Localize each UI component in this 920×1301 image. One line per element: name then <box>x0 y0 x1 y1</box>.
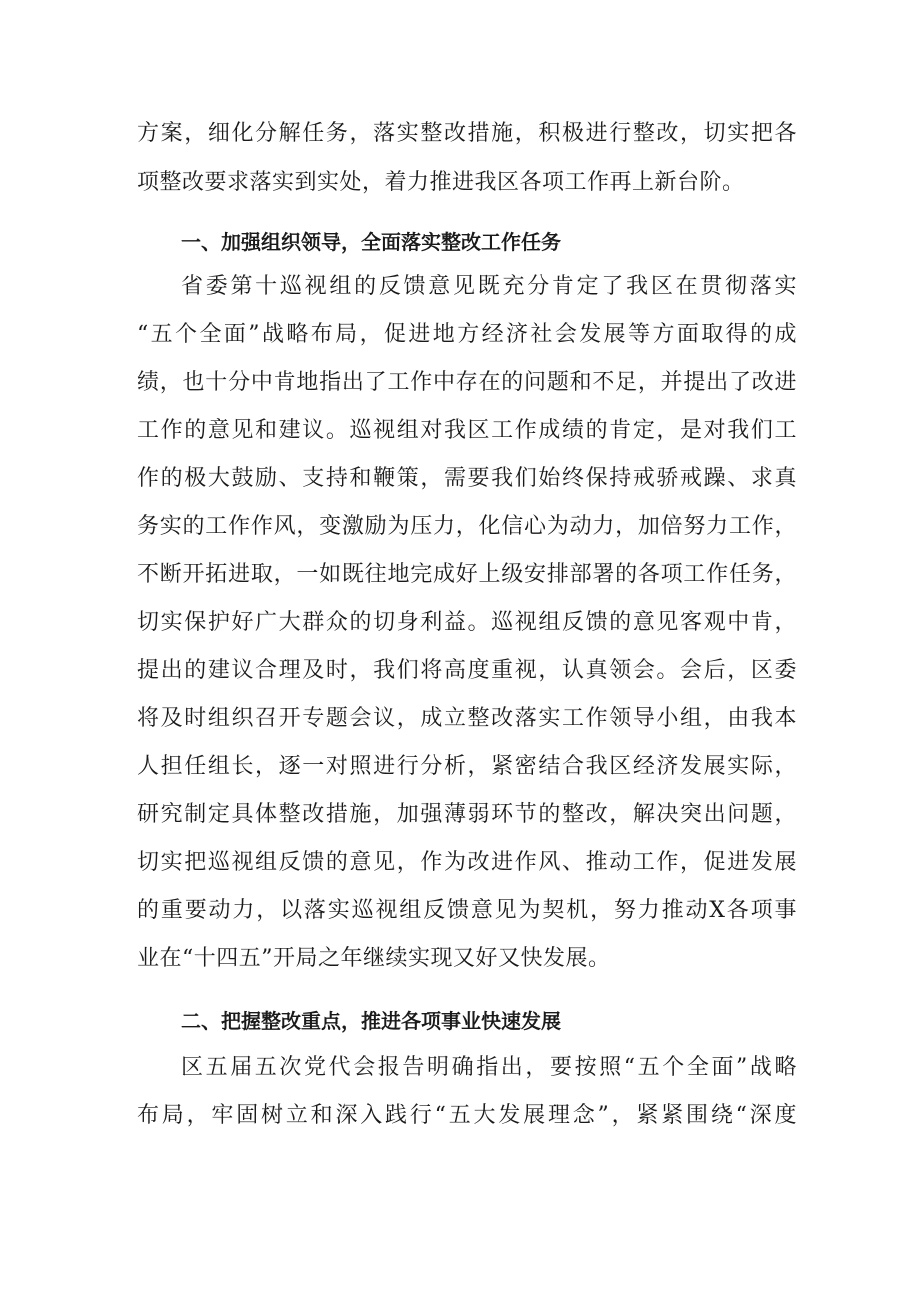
section-1-line-7: 不断开拓进取，一如既往地完成好上级安排部署的各项工作任务， <box>137 562 797 587</box>
section-1-line-15: 业在“十四五”开局之年继续实现又好又快发展。 <box>137 946 611 971</box>
section-1-line-9: 提出的建议合理及时，我们将高度重视，认真领会。会后，区委 <box>137 658 797 683</box>
section-2-heading: 二、把握整改重点，推进各项事业快速发展 <box>181 1009 561 1033</box>
section-1-line-10: 将及时组织召开专题会议，成立整改落实工作领导小组，由我本 <box>137 706 797 731</box>
section-1-heading: 一、加强组织领导，全面落实整改工作任务 <box>181 230 561 254</box>
section-1-line-2: “五个全面”战略布局，促进地方经济社会发展等方面取得的成 <box>137 322 797 347</box>
intro-line-2: 项整改要求落实到实处，着力推进我区各项工作再上新台阶。 <box>137 170 745 195</box>
section-1-line-14: 的重要动力，以落实巡视组反馈意见为契机，努力推动X各项事 <box>137 898 797 923</box>
section-1-line-5: 作的极大鼓励、支持和鞭策，需要我们始终保持戒骄戒躁、求真 <box>137 466 797 491</box>
section-2-line-2: 布局，牢固树立和深入践行“五大发展理念”，紧紧围绕“深度 <box>137 1103 797 1128</box>
section-1-line-4: 工作的意见和建议。巡视组对我区工作成绩的肯定，是对我们工 <box>137 418 797 443</box>
section-1-line-11: 人担任组长，逐一对照进行分析，紧密结合我区经济发展实际， <box>137 754 797 779</box>
section-2-line-1: 区五届五次党代会报告明确指出，要按照“五个全面”战略 <box>181 1055 797 1080</box>
section-1-line-3: 绩，也十分中肯地指出了工作中存在的问题和不足，并提出了改进 <box>137 370 797 395</box>
section-1-line-6: 务实的工作作风，变激励为压力，化信心为动力，加倍努力工作， <box>137 514 797 539</box>
section-1-line-12: 研究制定具体整改措施，加强薄弱环节的整改，解决突出问题， <box>137 802 797 827</box>
intro-line-1: 方案，细化分解任务，落实整改措施，积极进行整改，切实把各 <box>137 121 797 146</box>
section-1-line-8: 切实保护好广大群众的切身利益。巡视组反馈的意见客观中肯， <box>137 610 797 635</box>
section-1-line-13: 切实把巡视组反馈的意见，作为改进作风、推动工作，促进发展 <box>137 850 797 875</box>
section-1-line-1: 省委第十巡视组的反馈意见既充分肯定了我区在贯彻落实 <box>181 274 797 299</box>
